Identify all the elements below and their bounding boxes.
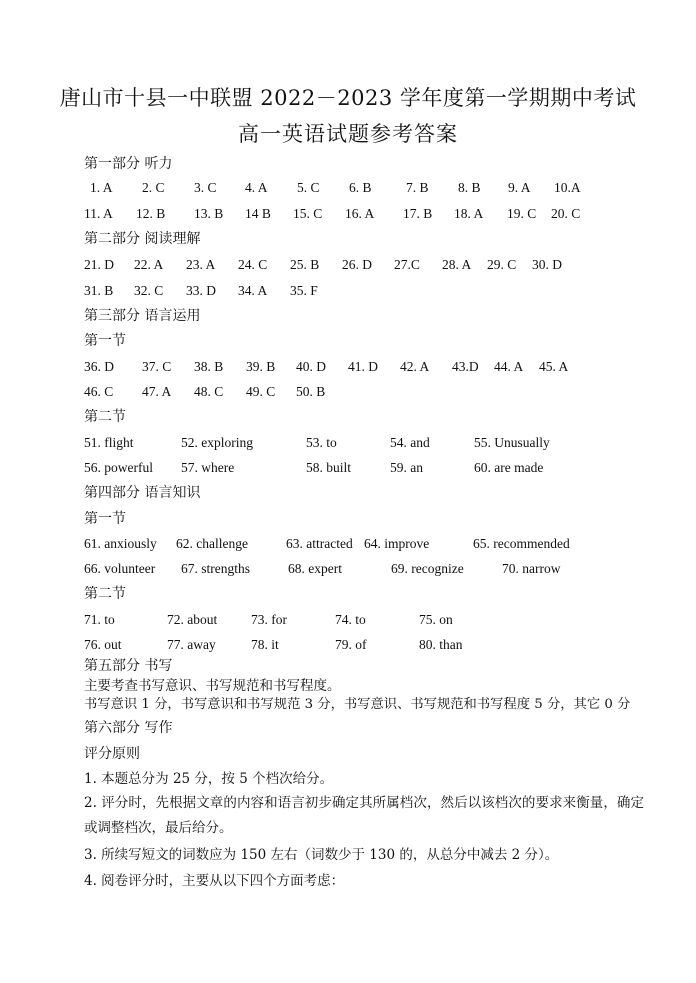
part6-heading: 第六部分 写作 [84,720,173,736]
answer-item: 19. C [507,206,537,221]
answer-item: 16. A [345,206,375,221]
answer-item: 58. built [306,460,352,475]
answer-item: 10.A [554,180,581,195]
answer-item: 22. A [134,257,164,272]
answer-item: 44. A [494,359,524,374]
answer-item: 64. improve [364,536,430,551]
answer-item: 62. challenge [176,536,248,551]
answer-item: 37. C [142,359,172,374]
answer-item: 63. attracted [286,536,353,551]
answer-row [0,611,696,629]
answer-item: 74. to [335,612,366,627]
answer-item: 43.D [452,359,479,374]
answer-item: 50. B [296,384,326,399]
answer-item: 21. D [84,257,114,272]
answer-item: 49. C [246,384,276,399]
answer-item: 32. C [134,283,164,298]
answer-item: 53. to [306,435,337,450]
answer-item: 56. powerful [84,460,153,475]
answer-item: 70. narrow [502,561,561,576]
answer-item: 24. C [238,257,268,272]
answer-item: 79. of [335,637,367,652]
answer-item: 47. A [142,384,172,399]
answer-item: 52. exploring [181,435,253,450]
writing-scoring: 书写意识 1 分，书写意识和书写规范 3 分，书写意识、书写规范和书写程度 5 分，其它 0 分 [84,697,631,712]
answer-item: 7. B [406,180,429,195]
answer-item: 5. C [297,180,320,195]
answer-item: 15. C [293,206,323,221]
answer-item: 77. away [167,637,216,652]
answer-item: 71. to [84,612,115,627]
section1-heading: 第一节 [84,333,126,349]
answer-item: 67. strengths [181,561,250,576]
answer-item: 26. D [342,257,372,272]
answer-item: 40. D [296,359,326,374]
answer-item: 29. C [487,257,517,272]
answer-item: 78. it [251,637,279,652]
answer-row [0,560,696,578]
answer-item: 57. where [181,460,235,475]
answer-item: 6. B [349,180,372,195]
answer-item: 35. F [290,283,318,298]
answer-item: 39. B [246,359,276,374]
answer-item: 42. A [400,359,430,374]
answer-item: 4. A [245,180,268,195]
answer-item: 73. for [251,612,287,627]
answer-item: 31. B [84,283,114,298]
document-title: 唐山市十县一中联盟 2022－2023 学年度第一学期期中考试 [59,86,637,110]
answer-row [0,434,696,452]
answer-item: 66. volunteer [84,561,156,576]
part2-heading: 第二部分 阅读理解 [84,231,201,247]
answer-item: 38. B [194,359,224,374]
section2-heading: 第二节 [84,409,126,425]
answer-item: 59. an [390,460,423,475]
answer-item: 28. A [442,257,472,272]
document-subtitle: 高一英语试题参考答案 [238,122,458,146]
answer-item: 68. expert [288,561,342,576]
answer-item: 76. out [84,637,122,652]
answer-row [0,636,696,654]
answer-item: 14 B [245,206,271,221]
answer-row [0,535,696,553]
answer-item: 33. D [186,283,216,298]
answer-item: 46. C [84,384,114,399]
part5-heading: 第五部分 书写 [84,658,173,674]
answer-item: 80. than [419,637,463,652]
answer-item: 34. A [238,283,268,298]
scoring-principles-heading: 评分原则 [84,746,140,762]
answer-item: 25. B [290,257,320,272]
answer-row [0,282,696,300]
answer-item: 30. D [532,257,562,272]
scoring-rule-1: 1. 本题总分为 25 分，按 5 个档次给分。 [84,771,334,787]
part3-heading: 第三部分 语言运用 [84,308,201,324]
answer-item: 8. B [458,180,481,195]
answer-item: 55. Unusually [474,435,550,450]
answer-item: 69. recognize [391,561,464,576]
part1-heading: 第一部分 听力 [84,156,173,172]
answer-item: 23. A [186,257,216,272]
answer-item: 51. flight [84,435,134,450]
scoring-rule-3: 3. 所续写短文的词数应为 150 左右（词数少于 130 的，从总分中减去 2 分）。 [84,847,559,863]
answer-item: 27.C [394,257,420,272]
answer-item: 54. and [390,435,430,450]
part4-heading: 第四部分 语言知识 [84,485,201,501]
answer-row [0,256,696,274]
answer-item: 2. C [142,180,165,195]
answer-item: 48. C [194,384,224,399]
answer-item: 9. A [508,180,531,195]
answer-item: 45. A [539,359,569,374]
answer-item: 17. B [403,206,433,221]
writing-description: 主要考查书写意识、书写规范和书写程度。 [84,678,341,694]
answer-item: 18. A [454,206,484,221]
answer-row [0,459,696,477]
answer-item: 72. about [167,612,218,627]
answer-item: 65. recommended [473,536,570,551]
answer-item: 1. A [90,180,113,195]
answer-item: 3. C [194,180,217,195]
answer-item: 41. D [348,359,378,374]
answer-item: 13. B [194,206,224,221]
answer-item: 75. on [419,612,453,627]
scoring-rule-2: 2. 评分时，先根据文章的内容和语言初步确定其所属档次，然后以该档次的要求来衡量，确定或调整档次，最后给分。 [84,795,644,836]
section2-heading: 第二节 [84,586,126,602]
answer-item: 61. anxiously [84,536,157,551]
answer-item: 60. are made [474,460,544,475]
answer-row [0,205,696,223]
section1-heading: 第一节 [84,511,126,527]
answer-row [0,383,696,401]
scoring-rule-4: 4. 阅卷评分时，主要从以下四个方面考虑： [84,873,345,889]
answer-row [0,179,696,197]
answer-row [0,358,696,376]
answer-item: 20. C [551,206,581,221]
answer-item: 36. D [84,359,114,374]
answer-item: 11. A [84,206,113,221]
answer-item: 12. B [136,206,166,221]
